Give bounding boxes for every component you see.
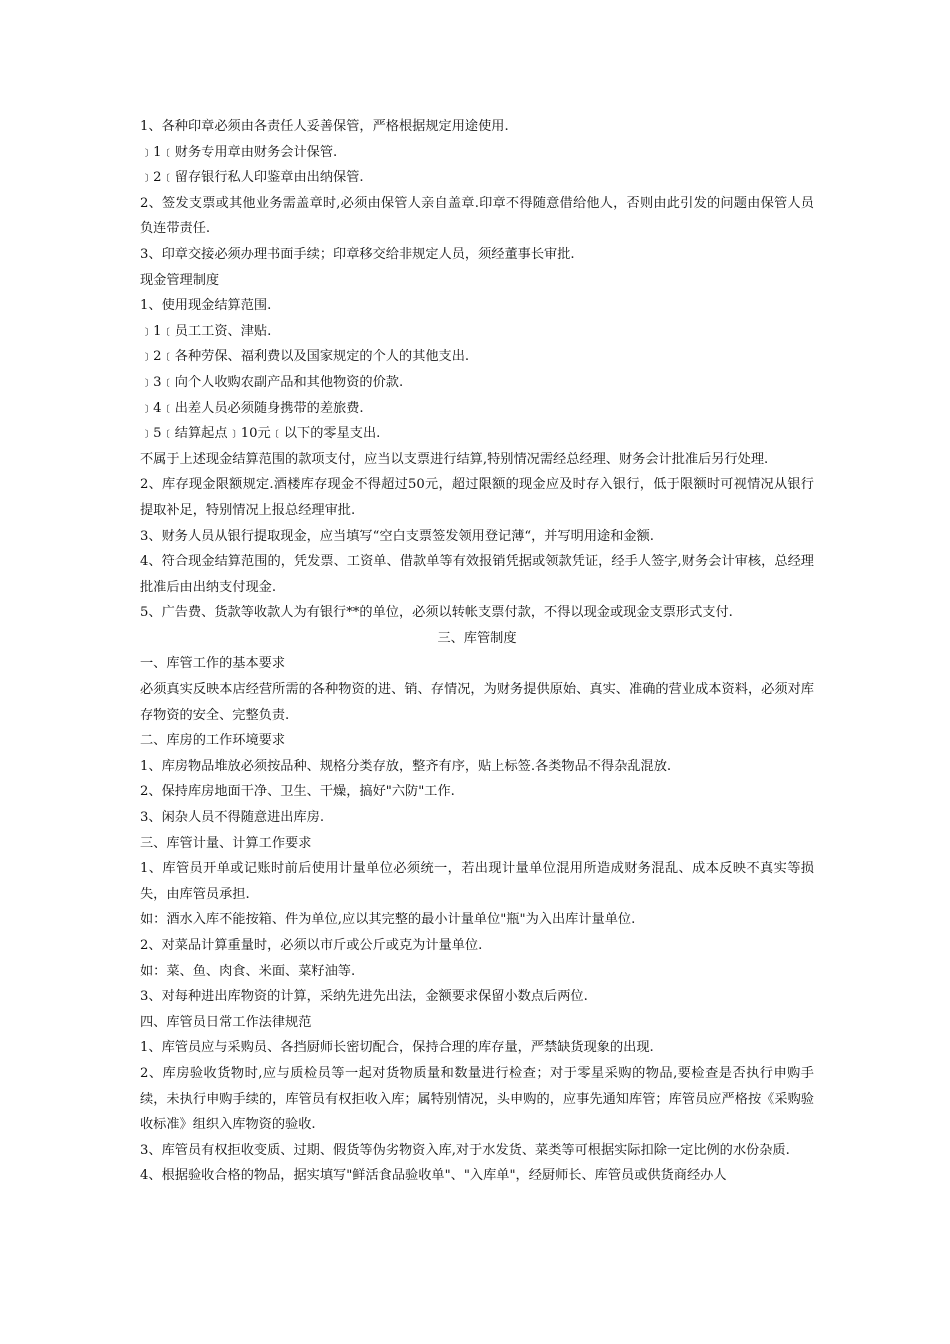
paragraph-line: ﹞1﹝员工工资、津贴. (140, 323, 272, 339)
section-heading: 三、库管计量、计算工作要求 (140, 835, 312, 851)
section-heading: 二、库房的工作环境要求 (140, 733, 286, 749)
paragraph-line: 1、库管员开单或记账时前后使用计量单位必须统一，若出现计量单位混用所造成财务混乱、成本反映不真实等损失，由库管员承担. (140, 861, 814, 902)
paragraph-line: 5、广告费、货款等收款人为有银行**的单位，必须以转帐支票付款，不得以现金或现金支票形式支付. (140, 605, 733, 621)
paragraph-line: 4、符合现金结算范围的，凭发票、工资单、借款单等有效报销凭据或领款凭证，经手人签字,财务会计审核，总经理批准后由出纳支付现金. (140, 554, 814, 595)
paragraph-line: ﹞1﹝财务专用章由财务会计保管. (140, 144, 338, 160)
chapter-title: 三、库管制度 (437, 630, 517, 646)
section-heading: 一、库管工作的基本要求 (140, 656, 286, 672)
paragraph-line: 4、根据验收合格的物品，据实填写"鲜活食品验收单"、"入库单"，经厨师长、库管员或供货商经办人 (140, 1168, 727, 1184)
section-heading: 现金管理制度 (140, 272, 220, 288)
paragraph-line: 2、对菜品计算重量时，必须以市斤或公斤或克为计量单位. (140, 938, 483, 953)
paragraph-line: ﹞5﹝结算起点﹞10元﹝以下的零星支出. (140, 426, 381, 442)
paragraph-line: 1、库房物品堆放必须按品种、规格分类存放，整齐有序，贴上标签.各类物品不得杂乱混放. (140, 758, 672, 774)
paragraph-line: 1、库管员应与采购员、各挡厨师长密切配合，保持合理的库存量，严禁缺货现象的出现. (140, 1040, 654, 1056)
paragraph-line: ﹞4﹝出差人员必须随身携带的差旅费. (140, 400, 364, 416)
paragraph-line: 3、对每种进出库物资的计算，采纳先进先出法，金额要求保留小数点后两位. (140, 989, 588, 1005)
paragraph-line: 2、库房验收货物时,应与质检员等一起对货物质量和数量进行检查；对于零星采购的物品,要检查是否执行申购手续，未执行申购手续的，库管员有权拒收入库；属特别情况，头申购的，应事先通知库管；库管员应严格按《采购验收标准》组织入库物资的验收. (140, 1065, 814, 1133)
paragraph-line: ﹞2﹝留存银行私人印鉴章由出纳保管. (140, 170, 364, 186)
document-page (140, 114, 814, 1189)
paragraph-line: 1、使用现金结算范围. (140, 298, 272, 314)
paragraph-line: 3、库管员有权拒收变质、过期、假货等伪劣物资入库,对于水发货、菜类等可根据实际扣除一定比例的水份杂质. (140, 1142, 790, 1158)
paragraph-line: 2、保持库房地面干净、卫生、干燥，搞好"六防"工作. (140, 784, 455, 800)
paragraph-line: 1、各种印章必须由各责任人妥善保管，严格根据规定用途使用. (140, 119, 509, 134)
paragraph-line: 必须真实反映本店经营所需的各种物资的进、销、存情况，为财务提供原始、真实、准确的营业成本资料，必须对库存物资的安全、完整负责. (140, 682, 814, 723)
paragraph-line: 2、库存现金限额规定.酒楼库存现金不得超过50元，超过限额的现金应及时存入银行，低于限额时可视情况从银行提取补足，特别情况上报总经理审批. (140, 477, 814, 518)
paragraph-line: ﹞2﹝各种劳保、福利费以及国家规定的个人的其他支出. (140, 349, 470, 365)
paragraph-line: 3、闲杂人员不得随意进出库房. (140, 810, 325, 826)
paragraph-line: 2、签发支票或其他业务需盖章时,必须由保管人亲自盖章.印章不得随意借给他人，否则由此引发的问题由保管人员负连带责任. (140, 195, 814, 237)
paragraph-line: 不属于上述现金结算范围的款项支付，应当以支票进行结算,特别情况需经总经理、财务会计批准后另行处理. (140, 451, 769, 467)
paragraph-line: 3、印章交接必须办理书面手续；印章移交给非规定人员，须经董事长审批. (140, 246, 575, 262)
paragraph-line: 如：酒水入库不能按箱、件为单位,应以其完整的最小计量单位"瓶"为入出库计量单位. (140, 912, 636, 928)
paragraph-line: 如：菜、鱼、肉食、米面、菜籽油等. (140, 963, 356, 979)
section-heading: 四、库管员日常工作法律规范 (140, 1014, 312, 1030)
paragraph-line: 3、财务人员从银行提取现金，应当填写“空白支票签发领用登记薄“，并写明用途和金额. (140, 528, 654, 544)
paragraph-line: ﹞3﹝向个人收购农副产品和其他物资的价款. (140, 374, 404, 390)
